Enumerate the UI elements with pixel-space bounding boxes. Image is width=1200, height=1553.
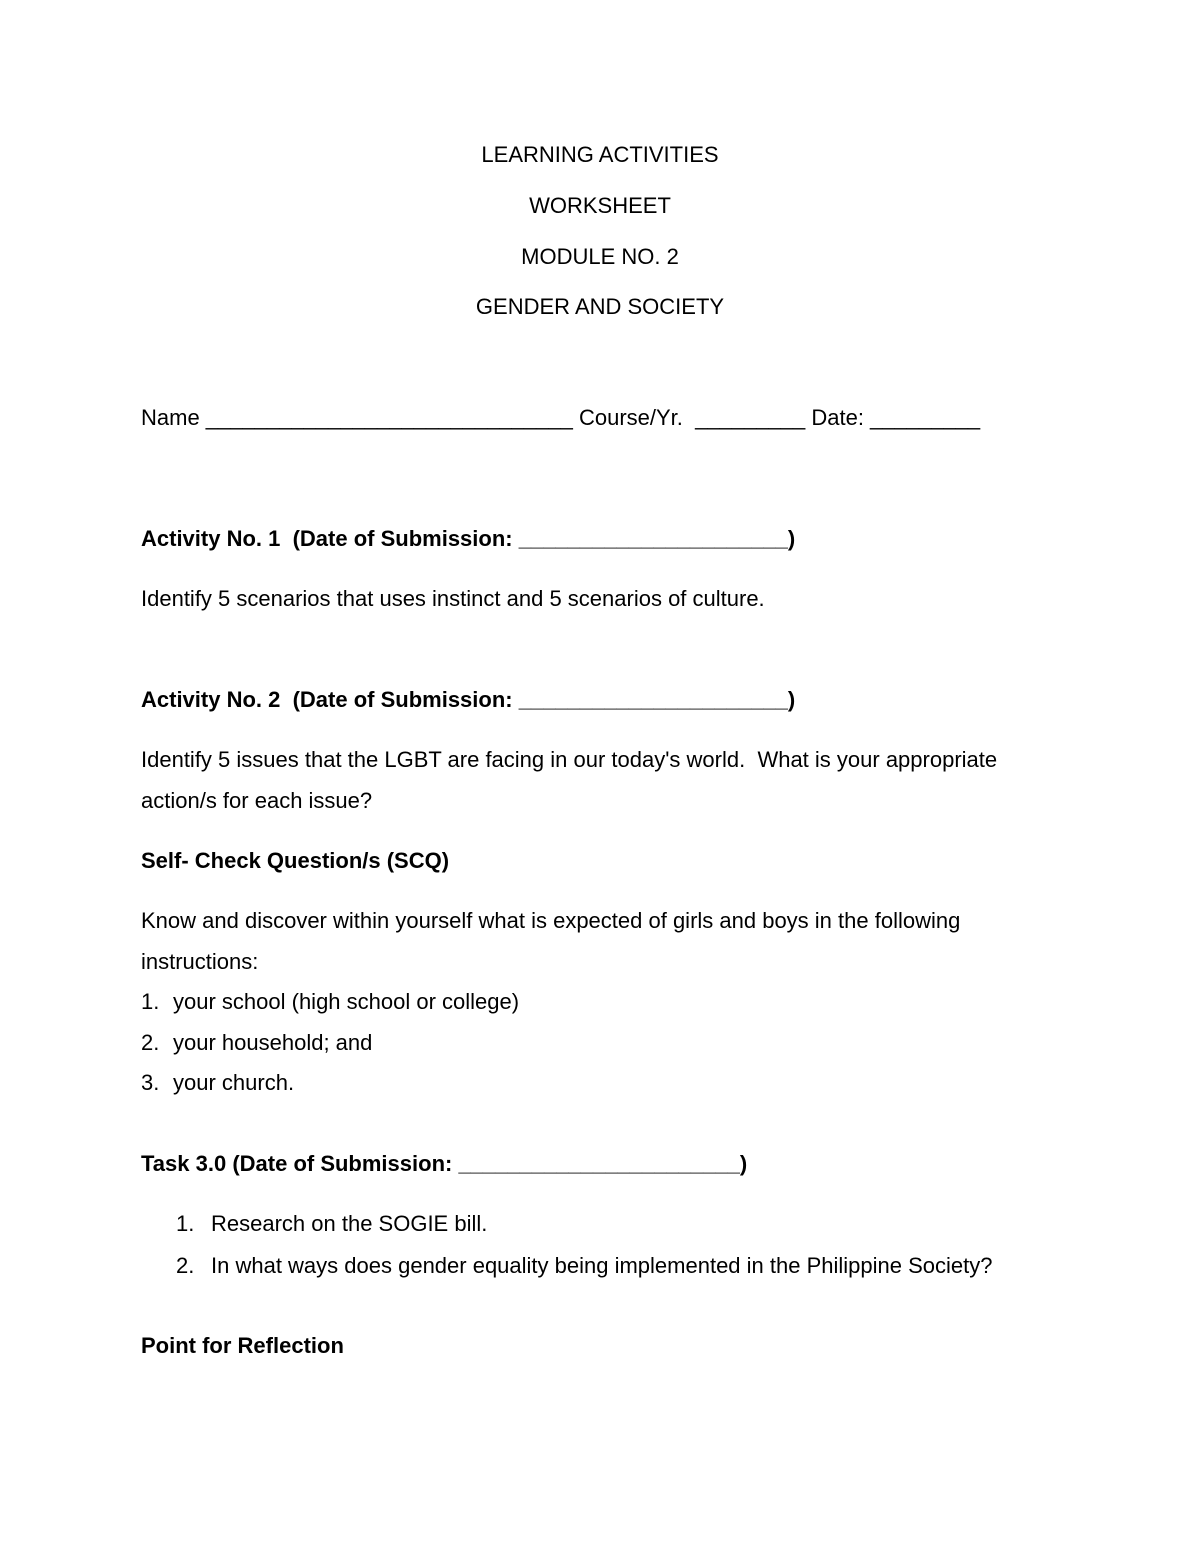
list-item-text: your household; and (173, 1030, 373, 1055)
scq-heading: Self- Check Question/s (SCQ) (141, 848, 450, 873)
list-item-number: 2. (176, 1253, 195, 1278)
list-item (176, 1210, 487, 1238)
list-item (141, 1029, 372, 1057)
reflection-heading: Point for Reflection (141, 1333, 344, 1358)
task-3-heading: Task 3.0 (Date of Submission: _______________________) (141, 1151, 748, 1176)
title-gender-and-society: GENDER AND SOCIETY (475, 294, 725, 319)
list-item (141, 988, 519, 1016)
list-item-number: 1. (176, 1211, 195, 1236)
activity-1-instructions: Identify 5 scenarios that uses instinct and 5 scenarios of culture. (141, 586, 765, 611)
list-item (176, 1252, 992, 1280)
list-item-text: your church. (173, 1070, 295, 1095)
list-item-number: 3. (141, 1070, 160, 1095)
activity-1-heading: Activity No. 1 (Date of Submission: ______________________) (141, 526, 796, 551)
list-item-number: 1. (141, 989, 160, 1014)
activity-2-instructions-line-1: Identify 5 issues that the LGBT are facing in our today's world. What is your appropriate (141, 747, 998, 772)
scq-intro-line-1: Know and discover within yourself what is expected of girls and boys in the following (141, 908, 961, 933)
title-worksheet: WORKSHEET (529, 193, 671, 218)
name-course-date-line: Name ______________________________ Course/Yr. _________ Date: _________ (141, 405, 981, 430)
scq-intro-line-2: instructions: (141, 949, 259, 974)
title-module-number: MODULE NO. 2 (521, 244, 679, 269)
activity-2-heading: Activity No. 2 (Date of Submission: ______________________) (141, 687, 796, 712)
activity-2-instructions-line-2: action/s for each issue? (141, 788, 373, 813)
list-item-number: 2. (141, 1030, 160, 1055)
list-item-text: In what ways does gender equality being implemented in the Philippine Society? (211, 1253, 993, 1278)
list-item (141, 1069, 294, 1097)
list-item-text: your school (high school or college) (173, 989, 520, 1014)
list-item-text: Research on the SOGIE bill. (211, 1211, 488, 1236)
title-learning-activities: LEARNING ACTIVITIES (481, 142, 719, 167)
